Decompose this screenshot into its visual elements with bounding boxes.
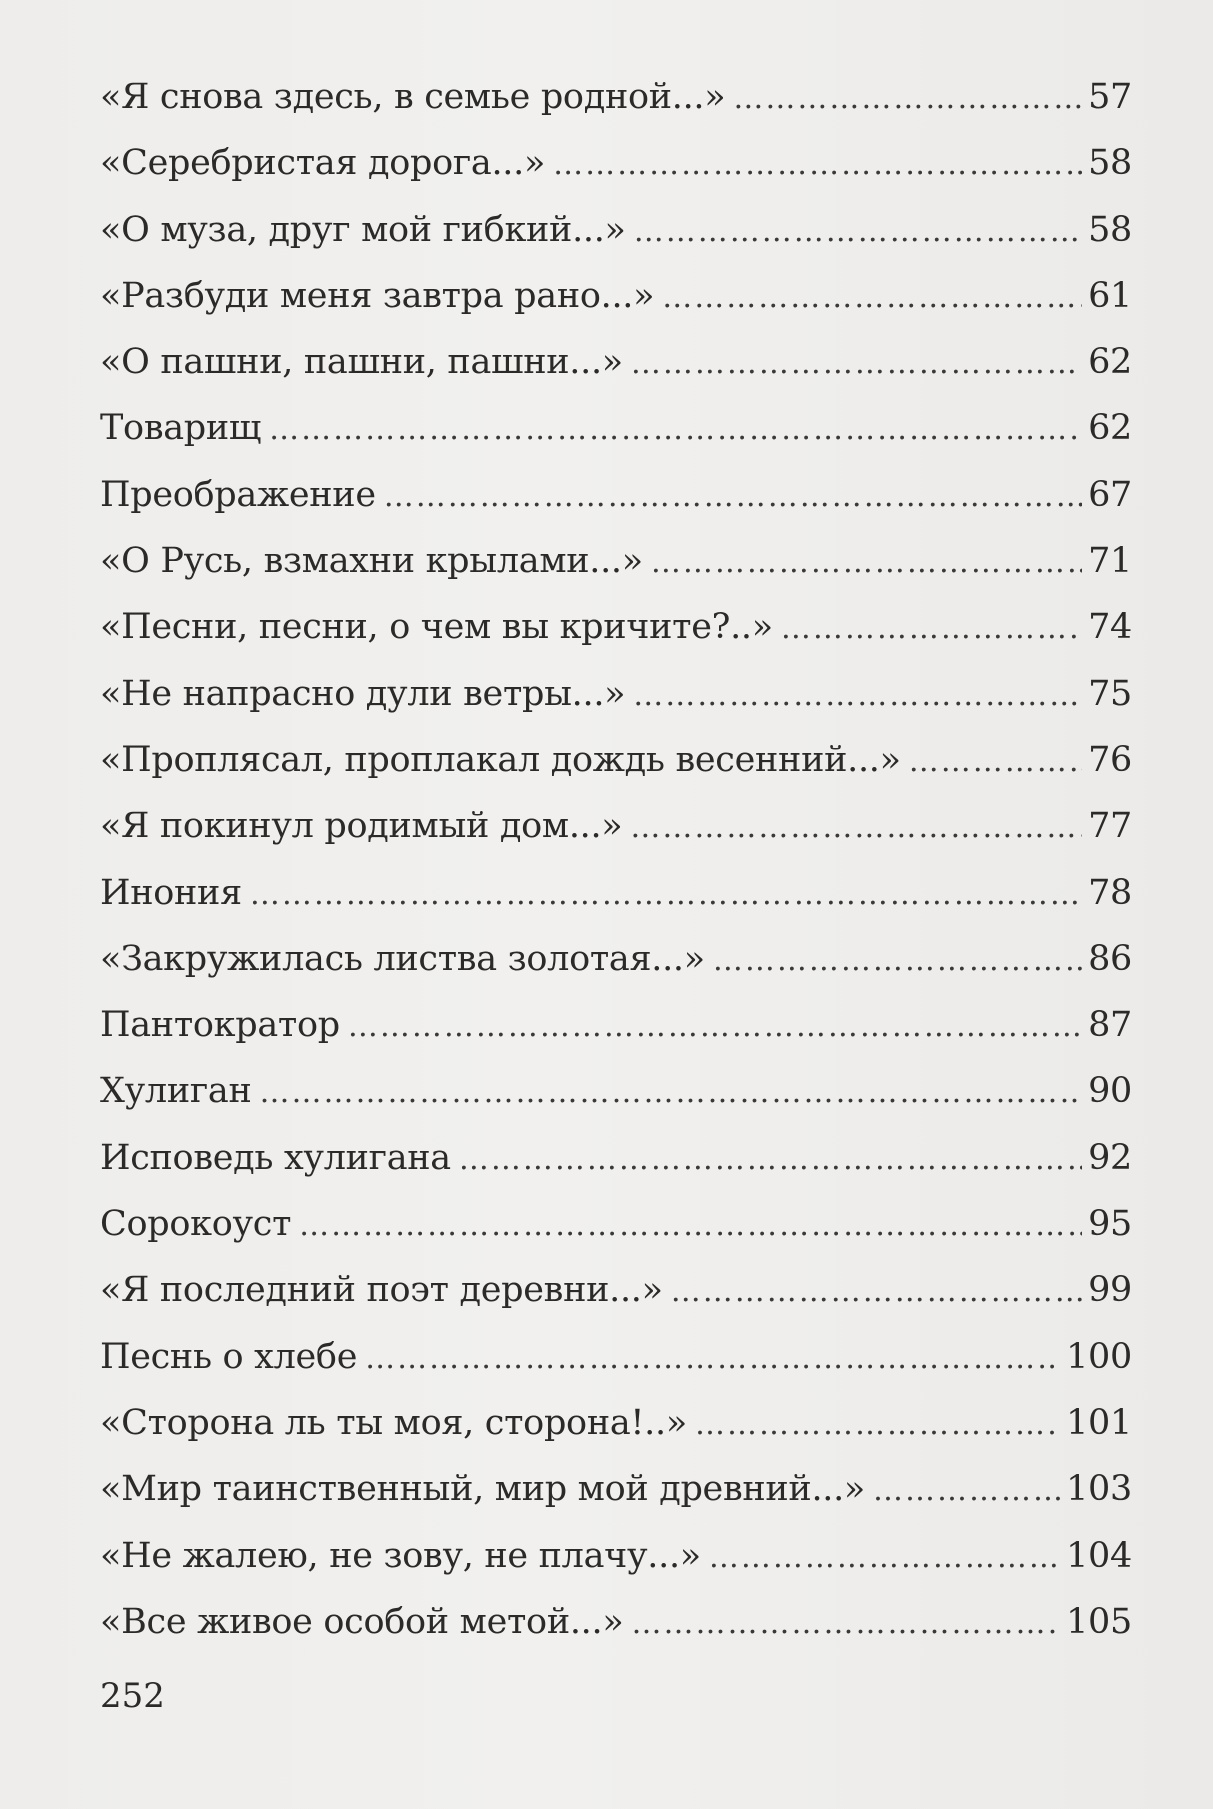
dot-leader: [631, 331, 1082, 397]
toc-entry-title: Преображение: [100, 474, 376, 515]
toc-entry-page: 71: [1088, 541, 1132, 582]
dot-leader: [250, 862, 1082, 928]
toc-entry-page: 104: [1066, 1535, 1132, 1576]
dot-leader: [459, 1127, 1082, 1193]
dot-leader: [553, 132, 1082, 198]
dot-leader: [709, 1525, 1060, 1591]
toc-entry: [100, 992, 1132, 1058]
dot-leader: [260, 1060, 1083, 1126]
toc-entry-page: 100: [1066, 1336, 1132, 1377]
dot-leader: [365, 1326, 1060, 1392]
toc-entry-title: Исповедь хулигана: [100, 1137, 451, 1178]
toc-entry-page: 87: [1088, 1005, 1132, 1046]
toc-entry-title: «Я последний поэт деревни...»: [100, 1270, 663, 1311]
toc-entry-title: «Все живое особой метой...»: [100, 1601, 624, 1642]
toc-entry-title: «Закружилась листва золотая...»: [100, 938, 705, 979]
toc-entry-title: «Мир таинственный, мир мой древний...»: [100, 1469, 866, 1510]
toc-entry: [100, 594, 1132, 660]
page-number: 252: [100, 1676, 165, 1716]
dot-leader: [651, 530, 1082, 596]
dot-leader: [269, 397, 1082, 463]
dot-leader: [873, 1458, 1060, 1524]
toc-entry-page: 74: [1088, 607, 1132, 648]
toc-entry: [100, 1257, 1132, 1323]
toc-entry-title: Сорокоуст: [100, 1204, 292, 1245]
toc-entry: [100, 1058, 1132, 1124]
dot-leader: [695, 1392, 1060, 1458]
toc-entry-page: 61: [1088, 275, 1132, 316]
toc-entry-page: 76: [1088, 739, 1132, 780]
toc-entry-page: 58: [1088, 143, 1132, 184]
dot-leader: [630, 795, 1082, 861]
dot-leader: [299, 1193, 1082, 1259]
dot-leader: [662, 265, 1082, 331]
toc-entry-title: «О муза, друг мой гибкий...»: [100, 209, 626, 250]
toc-entry-page: 92: [1088, 1137, 1132, 1178]
toc-entry-title: «Разбуди меня завтра рано...»: [100, 275, 655, 316]
toc-entry-title: «Я покинул родимый дом...»: [100, 806, 623, 847]
dot-leader: [384, 464, 1082, 530]
toc-entry-page: 101: [1066, 1402, 1132, 1443]
toc-entry-title: Товарищ: [100, 408, 262, 449]
toc-entry-page: 62: [1088, 342, 1132, 383]
dot-leader: [909, 729, 1082, 795]
dot-leader: [631, 1591, 1060, 1657]
toc-entry: [100, 1523, 1132, 1589]
toc-entry: [100, 1390, 1132, 1456]
toc-entry-page: 67: [1088, 474, 1132, 515]
dot-leader: [671, 1259, 1082, 1325]
toc-entry: [100, 197, 1132, 263]
toc-entry: [100, 860, 1132, 926]
toc-entry-title: «О Русь, взмахни крылами...»: [100, 541, 643, 582]
toc-entry-page: 75: [1088, 673, 1132, 714]
toc-entry-title: «Сторона ль ты моя, сторона!..»: [100, 1402, 687, 1443]
toc-entry-title: «Я снова здесь, в семье родной...»: [100, 77, 726, 117]
toc-entry: [100, 1125, 1132, 1191]
toc-entry-title: Инония: [100, 872, 242, 913]
dot-leader: [781, 596, 1082, 662]
toc-entry-page: 62: [1088, 408, 1132, 449]
toc-entry-title: Хулиган: [100, 1071, 252, 1112]
toc-entry: [100, 462, 1132, 528]
toc-entry-page: 95: [1088, 1204, 1132, 1245]
dot-leader: [634, 199, 1082, 265]
toc-entry: [100, 926, 1132, 992]
toc-entry-title: «Проплясал, проплакал дождь весенний...»: [100, 739, 901, 780]
dot-leader: [633, 663, 1082, 729]
toc-entry-title: «Песни, песни, о чем вы кричите?..»: [100, 607, 773, 648]
toc-entry: [100, 329, 1132, 395]
toc-entry-page: 90: [1088, 1071, 1132, 1112]
toc-entry-page: 86: [1088, 938, 1132, 979]
toc-entry-title: Песнь о хлебе: [100, 1336, 358, 1377]
toc-entry-title: Пантократор: [100, 1005, 340, 1046]
toc-entry-page: 58: [1088, 209, 1132, 250]
toc-entry: [100, 727, 1132, 793]
toc-entry: [100, 1324, 1132, 1390]
toc-entry-page: 78: [1088, 872, 1132, 913]
toc-entry: [100, 661, 1132, 727]
toc-entry-title: «Серебристая дорога...»: [100, 143, 546, 184]
toc-entry-page: 57: [1088, 77, 1132, 117]
toc-entry: [100, 1191, 1132, 1257]
toc-entry-page: 77: [1088, 806, 1132, 847]
toc-entry-page: 99: [1088, 1270, 1132, 1311]
toc-entry-title: «Не напрасно дули ветры...»: [100, 673, 626, 714]
toc-entry: [100, 130, 1132, 196]
dot-leader: [713, 928, 1082, 994]
toc-entry: [100, 263, 1132, 329]
toc-entry-title: «Не жалею, не зову, не плачу...»: [100, 1535, 701, 1576]
toc-entry-title: «О пашни, пашни, пашни...»: [100, 342, 623, 383]
dot-leader: [733, 66, 1082, 132]
table-of-contents: [100, 64, 1132, 1655]
toc-entry: [100, 64, 1132, 130]
toc-entry: [100, 793, 1132, 859]
toc-entry: [100, 395, 1132, 461]
toc-entry: [100, 1589, 1132, 1655]
toc-entry: [100, 1456, 1132, 1522]
toc-entry: [100, 528, 1132, 594]
dot-leader: [348, 994, 1082, 1060]
toc-entry-page: 103: [1066, 1469, 1132, 1510]
toc-entry-page: 105: [1066, 1601, 1132, 1642]
